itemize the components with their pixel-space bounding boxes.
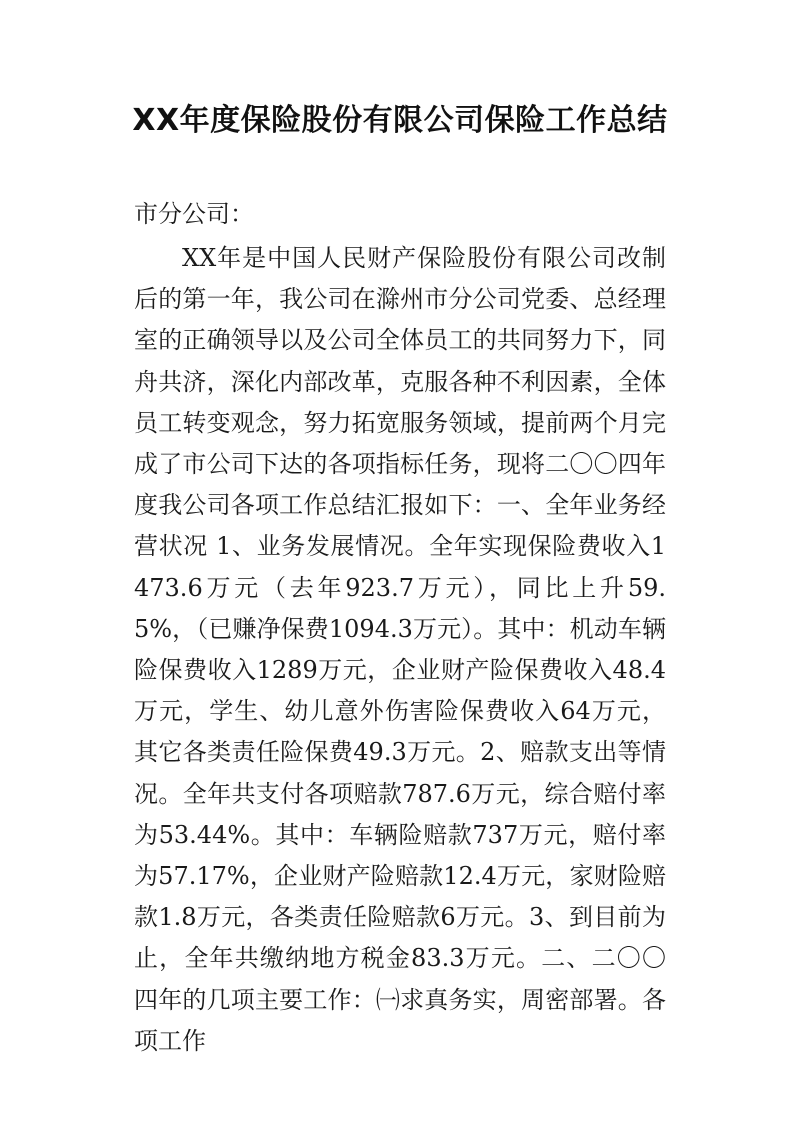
- document-title: XX年度保险股份有限公司保险工作总结: [132, 103, 668, 138]
- salutation: 市分公司：: [134, 200, 254, 228]
- body-paragraph: XX年是中国人民财产保险股份有限公司改制后的第一年，我公司在滁州市分公司党委、总经理室的正确领导以及公司全体员工的共同努力下，同舟共济，深化内部改革，克服各种不利因素，全体员工转变观念，努力拓宽服务领域，提前两个月完成了市公司下达的各项指标任务，现将二〇〇四年度我公司各项工作总结汇报如下：一、全年业务经营状况 1、业务发展情况。全年实现保险费收入1473.6万元（去年923.7万元），同比上升59.5%，（已赚净保费1094.3万元）。其中：机动车辆险保费收入1289万元，企业财产险保费收入48.4万元，学生、幼儿意外伤害险保费收入64万元，其它各类责任险保费49.3万元。2、赔款支出等情况。全年共支付各项赔款787.6万元，综合赔付率为53.44%。其中：车辆险赔款737万元，赔付率为57.17%，企业财产险赔款12.4万元，家财险赔款1.8万元，各类责任险赔款6万元。3、到目前为止，全年共缴纳地方税金83.3万元。二、二〇〇四年的几项主要工作：㈠求真务实，周密部署。各项工作: [134, 244, 666, 1055]
